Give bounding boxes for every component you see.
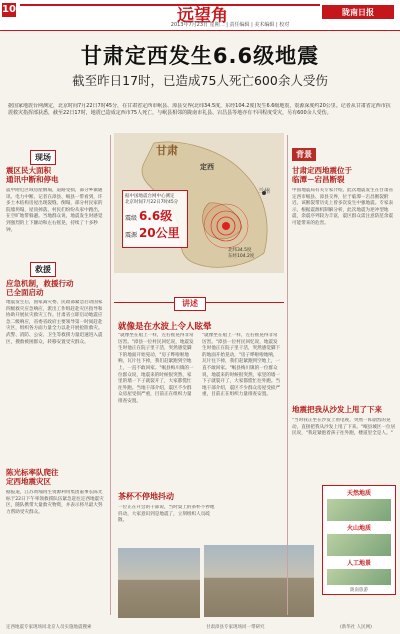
left-heading-3b: 定西地震灾区 [6, 477, 51, 486]
left-heading-1a: 震区民大面积 [6, 166, 51, 175]
date-line: 2013年7月23日 星期二 | 责任编辑 | 美术编辑 | 校对 [170, 22, 290, 28]
scene-photo-1 [118, 548, 200, 618]
ad-image-1 [327, 499, 391, 521]
magnitude-value: 6.6级 [138, 209, 173, 223]
newspaper-brand: 陇南日报 [322, 5, 394, 19]
map-magnitude-row [123, 205, 187, 224]
map-coords: 北纬34.5度 东经104.2度 [228, 248, 255, 259]
left-body-2: 地震发生后，国家减灾委、民政部紧急启动国家四级救灾应急响应，派出工作组赶赴灾区指导和协助开展抗灾救灾工作。甘肃省立即启动地震应急二级响应，省委省政府主要领导第一时间赶赴灾区，组织各方面力量全力以赴开展抢险救灾。武警、消防、公安、卫生等救援力量迅速进入震区，搜救被困群众，转移安置受灾群众。 [6, 300, 103, 345]
footer-caption-left: 定西地震专家现场同北京人员实施地震搜索 [6, 625, 92, 630]
ad-title-3: 人工地景 [346, 560, 371, 567]
section-label-background: 背景 [292, 148, 316, 161]
left-heading-1 [6, 166, 106, 184]
left-heading-1b: 通讯中断和停电 [6, 175, 59, 184]
map-info-time: 北京时间7月22日7时45分 [125, 200, 179, 205]
map-label-province: 甘肃 [156, 144, 178, 157]
left-body-1: 震中附近区域房屋倒塌，道路受损，部分乡镇通讯、电力中断。记者在漳县、岷县一带看到，许多土木结构房屋出现裂缝、倒塌，部分村民家的院墙坍塌，屋顶掉落，村民们纷纷从家中跑出，在空旷地带躲避。当地群众说，地震发生时感觉到强烈的上下颠动和左右摇晃，持续了十多秒钟。 [6, 188, 103, 233]
speak-body-2: 一位正在开会的干部说，当时桌上的茶杯不停地抖动，大家意识到是地震了，立刻组织人员疏散。 [118, 505, 215, 524]
tourism-ad [322, 485, 396, 595]
ad-title-1: 天然地质 [346, 490, 371, 497]
map-depth-row [123, 224, 187, 241]
section-label-rescue: 救援 [30, 262, 56, 277]
right-heading-1a: 甘肃定西地震位于 [292, 166, 352, 175]
map-info-box [122, 190, 188, 248]
footer-caption-right: (新华社 人民网) [340, 625, 372, 630]
speak-body-col2: "就像坐在船上一样，左右摇晃得非常厉害。"漳县一位村民回忆说，地震发生时他正在院子里干活，突然感觉脚下的地面开始晃动，"房子哗啦啦地响，瓦片往下掉，我们赶紧跑到空地上，一直不敢回家。"岷县梅川镇的一位群众说，地震来的时候很突然，家里的墙一下子就裂开了，大家都慌忙往外跑。当地干部介绍，震区不少群众房屋受损严重，目前正在组织力量排查安置。 [202, 333, 281, 398]
speak-body-col1: "就像坐在船上一样，左右摇晃得非常厉害。"漳县一位村民回忆说，地震发生时他正在院子里干活，突然感觉脚下的地面开始晃动，"房子哗啦啦地响，瓦片往下掉，我们赶紧跑到空地上，一直不敢回家。"岷县梅川镇的一位群众说，地震来的时候很突然，家里的墙一下子就裂开了，大家都慌忙往外跑。当地干部介绍，震区不少群众房屋受损严重，目前正在组织力量排查安置。 [118, 333, 194, 404]
left-body-3: 据报道，江苏黄埔再生资源利用集团董事长陈光标于22日下午率领救援队伍紧急赶往定西地震灾区，随队携带大量救灾物资，并表示将尽最大努力帮助受灾群众。 [6, 490, 104, 515]
left-heading-2a: 应急机制，救援行动 [6, 279, 74, 288]
page-number: 10 [2, 4, 16, 15]
right-body-2: "当时我正坐在沙发上看电视，突然一阵剧烈的晃动，直接把我从沙发上甩了下来。"岷县城区一位居民说，"我赶紧抱着孩子往外跑，楼道里全是人。" [292, 418, 396, 437]
header-rule [20, 4, 320, 6]
magnitude-label: 震级 [125, 215, 138, 222]
scene-photo-2 [204, 545, 314, 617]
right-heading-1b: 临潭－宕昌断裂 [292, 175, 345, 184]
column-title: 远望角 [177, 6, 228, 26]
depth-label: 震源 [125, 232, 138, 239]
ad-image-3 [327, 569, 391, 585]
left-heading-2b: 已全面启动 [6, 288, 44, 297]
right-body-1: 中国地震局有关专家介绍，此次地震发生在甘肃省定西市岷县、漳县交界，位于临潭－宕昌断裂附近。该断裂带历史上曾多次发生中强地震。专家表示，根据震源机制解分析，此次地震为逆冲型地震，余震序列较为丰富，震区群众需注意防范余震可能带来的危害。 [292, 188, 394, 226]
right-heading-2: 地震把我从沙发上甩了下来 [292, 405, 382, 414]
section-label-scene: 现场 [30, 150, 56, 165]
speak-title: 就像是在水波上令人眩晕 [118, 322, 212, 332]
headline: 甘肃定西发生6.6级地震 [80, 44, 320, 68]
lead-paragraph: 据国家地震台网测定，北京时间7月22日7时45分，在甘肃省定西市岷县、漳县交界(北纬34.5度，东经104.2度)发生6.6级地震，震源深度约20公里。记者从甘肃省定西市抗震救灾指挥部获悉，截至22日17时，地震已造成定西市75人死亡，与岷县相邻的陇南市礼县、宕昌县等地亦有不同程度受灾，另有600余人受伤。 [8, 103, 391, 116]
ad-image-2 [327, 534, 391, 556]
left-heading-2 [6, 279, 106, 297]
depth-value: 20公里 [138, 226, 180, 240]
header-divider [0, 30, 400, 31]
right-heading-1 [292, 166, 396, 184]
left-heading-3 [6, 468, 106, 486]
subheadline: 截至昨日17时，已造成75人死亡600余人受伤 [72, 73, 328, 88]
ad-title-2: 火山地质 [346, 525, 371, 532]
photo-caption-heading: 茶杯不停地抖动 [118, 492, 174, 501]
column-divider-left [110, 135, 111, 615]
footer-caption-mid: 甘肃漳县专家现场同一带研究 [206, 625, 265, 630]
map-label-dingxi: 定西 [200, 163, 214, 171]
map-label-lanzhou: 兰州 [258, 188, 271, 195]
ad-caption: 陇南旅游 [350, 588, 368, 593]
epicenter-dot [222, 222, 230, 230]
footer [0, 622, 400, 634]
map-info-title: 据中国地震台网中心测定 [125, 194, 175, 199]
left-heading-3a: 陈光标率队爬往 [6, 468, 59, 477]
column-divider-right [287, 135, 288, 615]
section-label-speak: 讲述 [174, 297, 206, 311]
